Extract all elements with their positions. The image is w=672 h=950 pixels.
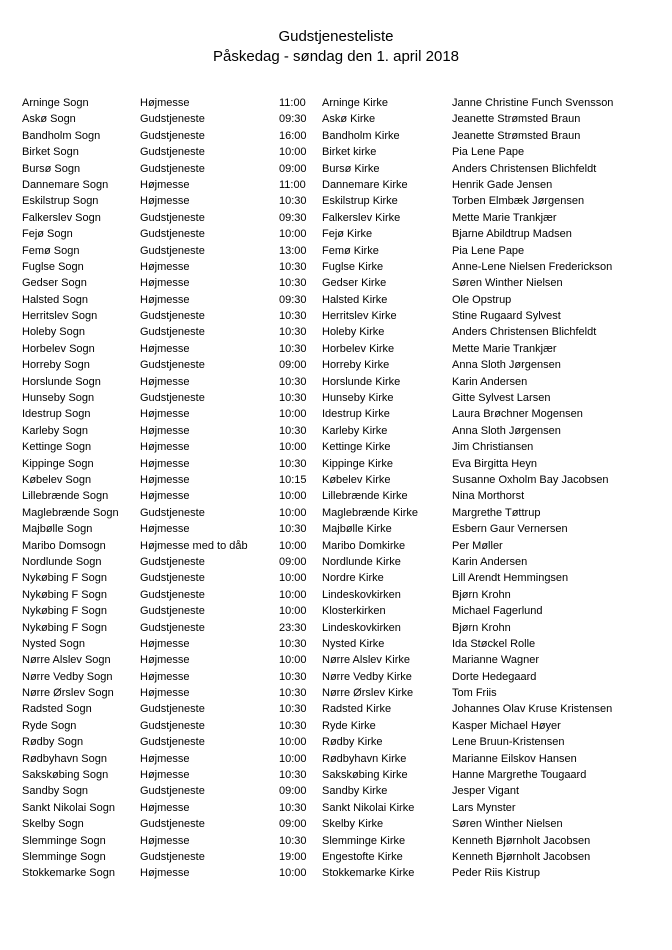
service-type: Gudstjeneste xyxy=(140,244,205,257)
service-time: 09:00 xyxy=(279,785,307,798)
parish-name: Nørre Ørslev Sogn xyxy=(22,687,114,700)
pastor-name: Søren Winther Nielsen xyxy=(452,818,563,831)
pastor-name: Kasper Michael Høyer xyxy=(452,719,561,732)
service-time: 10:30 xyxy=(279,523,307,536)
list-item xyxy=(22,456,662,472)
church-name: Lindeskovkirken xyxy=(322,621,401,634)
service-time: 16:00 xyxy=(279,129,307,142)
pastor-name: Anna Sloth Jørgensen xyxy=(452,424,561,437)
service-time: 11:00 xyxy=(279,97,306,109)
church-name: Rødby Kirke xyxy=(322,736,383,749)
service-time: 10:00 xyxy=(279,752,307,765)
service-time: 10:30 xyxy=(279,834,307,847)
service-time: 10:30 xyxy=(279,719,307,732)
parish-name: Horbelev Sogn xyxy=(22,342,95,355)
service-time: 09:00 xyxy=(279,555,307,568)
list-item xyxy=(22,128,662,144)
pastor-name: Dorte Hedegaard xyxy=(452,670,537,683)
list-item xyxy=(22,800,662,816)
parish-name: Gedser Sogn xyxy=(22,277,87,290)
service-time: 10:00 xyxy=(279,572,307,585)
list-item xyxy=(22,144,662,160)
pastor-name: Kenneth Bjørnholt Jacobsen xyxy=(452,834,591,847)
church-name: Askø Kirke xyxy=(322,113,376,126)
service-type: Højmesse xyxy=(140,752,190,765)
service-type: Gudstjeneste xyxy=(140,146,205,159)
service-time: 10:00 xyxy=(279,441,307,454)
service-type: Højmesse xyxy=(140,687,190,700)
parish-name: Fuglse Sogn xyxy=(22,260,84,273)
list-item xyxy=(22,751,662,767)
service-time: 09:30 xyxy=(279,211,307,224)
list-item xyxy=(22,865,662,881)
pastor-name: Lill Arendt Hemmingsen xyxy=(452,572,569,585)
parish-name: Nykøbing F Sogn xyxy=(22,621,107,634)
pastor-name: Marianne Eilskov Hansen xyxy=(452,752,577,765)
pastor-name: Anders Christensen Blichfeldt xyxy=(452,162,597,175)
church-name: Fejø Kirke xyxy=(322,228,373,241)
list-item xyxy=(22,685,662,701)
service-time: 13:00 xyxy=(279,244,307,257)
pastor-name: Laura Brøchner Mogensen xyxy=(452,408,583,421)
church-name: Nordlunde Kirke xyxy=(322,555,401,568)
church-name: Horreby Kirke xyxy=(322,359,390,372)
pastor-name: Anne-Lene Nielsen Frederickson xyxy=(452,260,613,273)
service-type: Gudstjeneste xyxy=(140,392,205,405)
parish-name: Sandby Sogn xyxy=(22,785,89,798)
parish-name: Nysted Sogn xyxy=(22,637,85,650)
parish-name: Slemminge Sogn xyxy=(22,834,106,847)
service-type: Højmesse xyxy=(140,801,190,814)
service-time: 09:30 xyxy=(279,113,307,126)
church-name: Købelev Kirke xyxy=(322,473,391,486)
service-type: Gudstjeneste xyxy=(140,719,205,732)
service-type: Højmesse xyxy=(140,375,190,388)
parish-name: Sakskøbing Sogn xyxy=(22,769,109,782)
list-item xyxy=(22,472,662,488)
church-name: Bandholm Kirke xyxy=(322,129,400,142)
pastor-name: Eva Birgitta Heyn xyxy=(452,457,537,470)
pastor-name: Johannes Olav Kruse Kristensen xyxy=(452,703,613,716)
parish-name: Købelev Sogn xyxy=(22,473,92,486)
service-type: Højmesse xyxy=(140,277,190,290)
service-time: 09:30 xyxy=(279,293,307,306)
service-type: Højmesse xyxy=(140,867,190,880)
parish-name: Skelby Sogn xyxy=(22,818,84,831)
list-item xyxy=(22,521,662,537)
parish-name: Kippinge Sogn xyxy=(22,457,94,470)
parish-name: Halsted Sogn xyxy=(22,293,89,306)
parish-name: Nykøbing F Sogn xyxy=(22,605,107,618)
church-name: Lindeskovkirken xyxy=(322,588,401,601)
list-item xyxy=(22,603,662,619)
service-time: 10:30 xyxy=(279,260,307,273)
service-time: 10:30 xyxy=(279,687,307,700)
church-name: Maribo Domkirke xyxy=(322,539,406,552)
church-name: Nørre Ørslev Kirke xyxy=(322,687,414,700)
service-type: Gudstjeneste xyxy=(140,326,205,339)
service-type: Gudstjeneste xyxy=(140,555,205,568)
church-name: Sankt Nikolai Kirke xyxy=(322,801,415,814)
service-type: Gudstjeneste xyxy=(140,129,205,142)
pastor-name: Esbern Gaur Vernersen xyxy=(452,523,568,536)
pastor-name: Gitte Sylvest Larsen xyxy=(452,392,551,405)
list-item xyxy=(22,111,662,127)
service-type: Højmesse xyxy=(140,670,190,683)
service-time: 10:30 xyxy=(279,326,307,339)
service-time: 10:30 xyxy=(279,769,307,782)
service-type: Gudstjeneste xyxy=(140,359,205,372)
parish-name: Bandholm Sogn xyxy=(22,129,101,142)
service-type: Højmesse xyxy=(140,490,190,503)
service-type: Højmesse xyxy=(140,523,190,536)
pastor-name: Susanne Oxholm Bay Jacobsen xyxy=(452,473,609,486)
parish-name: Maribo Domsogn xyxy=(22,539,106,552)
pastor-name: Ida Støckel Rolle xyxy=(452,637,536,650)
service-time: 10:00 xyxy=(279,867,307,880)
parish-name: Horreby Sogn xyxy=(22,359,90,372)
service-time: 23:30 xyxy=(279,621,307,634)
pastor-name: Lars Mynster xyxy=(452,801,516,814)
service-time: 10:30 xyxy=(279,277,307,290)
service-type: Gudstjeneste xyxy=(140,162,205,175)
service-time: 09:00 xyxy=(279,359,307,372)
parish-name: Askø Sogn xyxy=(22,113,76,126)
service-time: 10:15 xyxy=(279,473,307,486)
list-item xyxy=(22,374,662,390)
service-type: Højmesse xyxy=(140,424,190,437)
list-item xyxy=(22,816,662,832)
parish-name: Slemminge Sogn xyxy=(22,850,106,863)
church-name: Idestrup Kirke xyxy=(322,408,390,421)
pastor-name: Anders Christensen Blichfeldt xyxy=(452,326,597,339)
service-time: 10:30 xyxy=(279,637,307,650)
parish-name: Nykøbing F Sogn xyxy=(22,588,107,601)
parish-name: Femø Sogn xyxy=(22,244,80,257)
service-type: Højmesse xyxy=(140,441,190,454)
pastor-name: Torben Elmbæk Jørgensen xyxy=(452,195,585,208)
church-name: Herritslev Kirke xyxy=(322,310,397,323)
parish-name: Dannemare Sogn xyxy=(22,178,109,191)
pastor-name: Lene Bruun-Kristensen xyxy=(452,736,565,749)
list-item xyxy=(22,324,662,340)
pastor-name: Janne Christine Funch Svensson xyxy=(452,97,614,109)
service-time: 10:30 xyxy=(279,424,307,437)
service-time: 10:00 xyxy=(279,408,307,421)
parish-name: Kettinge Sogn xyxy=(22,441,92,454)
pastor-name: Søren Winther Nielsen xyxy=(452,277,563,290)
list-item xyxy=(22,554,662,570)
church-name: Dannemare Kirke xyxy=(322,178,408,191)
pastor-name: Mette Marie Trankjær xyxy=(452,211,557,224)
list-item xyxy=(22,849,662,865)
list-item xyxy=(22,734,662,750)
service-type: Gudstjeneste xyxy=(140,736,205,749)
church-name: Kettinge Kirke xyxy=(322,441,391,454)
list-item xyxy=(22,833,662,849)
list-item xyxy=(22,210,662,226)
service-time: 10:30 xyxy=(279,375,307,388)
service-time: 10:30 xyxy=(279,392,307,405)
service-type: Højmesse xyxy=(140,293,190,306)
church-name: Gedser Kirke xyxy=(322,277,387,290)
pastor-name: Ole Opstrup xyxy=(452,293,512,306)
pastor-name: Per Møller xyxy=(452,539,503,552)
service-type: Højmesse xyxy=(140,473,190,486)
service-type: Gudstjeneste xyxy=(140,621,205,634)
list-item xyxy=(22,177,662,193)
pastor-name: Anna Sloth Jørgensen xyxy=(452,359,561,372)
church-name: Rødbyhavn Kirke xyxy=(322,752,407,765)
service-type: Højmesse xyxy=(140,342,190,355)
list-item xyxy=(22,669,662,685)
parish-name: Nørre Vedby Sogn xyxy=(22,670,113,683)
pastor-name: Michael Fagerlund xyxy=(452,605,543,618)
pastor-name: Peder Riis Kistrup xyxy=(452,867,541,880)
church-name: Holeby Kirke xyxy=(322,326,385,339)
parish-name: Eskilstrup Sogn xyxy=(22,195,99,208)
service-time: 10:30 xyxy=(279,703,307,716)
church-name: Nørre Alslev Kirke xyxy=(322,654,411,667)
service-type: Højmesse xyxy=(140,654,190,667)
church-name: Halsted Kirke xyxy=(322,293,388,306)
church-name: Karleby Kirke xyxy=(322,424,388,437)
service-time: 10:30 xyxy=(279,457,307,470)
parish-name: Ryde Sogn xyxy=(22,719,77,732)
church-name: Birket kirke xyxy=(322,146,377,159)
church-name: Radsted Kirke xyxy=(322,703,392,716)
service-type: Højmesse xyxy=(140,97,190,109)
parish-name: Rødby Sogn xyxy=(22,736,84,749)
church-name: Maglebrænde Kirke xyxy=(322,506,418,519)
church-name: Hunseby Kirke xyxy=(322,392,394,405)
parish-name: Horslunde Sogn xyxy=(22,375,101,388)
list-item xyxy=(22,767,662,783)
pastor-name: Margrethe Tøttrup xyxy=(452,506,541,519)
document-subtitle: Påskedag - søndag den 1. april 2018 xyxy=(213,48,459,65)
service-type: Højmesse xyxy=(140,769,190,782)
list-item xyxy=(22,95,662,111)
list-item xyxy=(22,226,662,242)
parish-name: Majbølle Sogn xyxy=(22,523,93,536)
service-type: Gudstjeneste xyxy=(140,310,205,323)
church-name: Kippinge Kirke xyxy=(322,457,393,470)
list-item xyxy=(22,701,662,717)
service-type: Højmesse xyxy=(140,178,190,191)
pastor-name: Karin Andersen xyxy=(452,555,528,568)
church-name: Femø Kirke xyxy=(322,244,379,257)
church-name: Ryde Kirke xyxy=(322,719,376,732)
pastor-name: Jim Christiansen xyxy=(452,441,534,454)
church-name: Fuglse Kirke xyxy=(322,260,384,273)
document-title: Gudstjenesteliste xyxy=(278,28,394,45)
parish-name: Arninge Sogn xyxy=(22,97,89,109)
church-name: Engestofte Kirke xyxy=(322,850,403,863)
pastor-name: Kenneth Bjørnholt Jacobsen xyxy=(452,850,591,863)
church-name: Arninge Kirke xyxy=(322,97,389,109)
parish-name: Idestrup Sogn xyxy=(22,408,91,421)
parish-name: Rødbyhavn Sogn xyxy=(22,752,107,765)
service-type: Højmesse med to dåb xyxy=(140,539,248,552)
pastor-name: Jeanette Strømsted Braun xyxy=(452,113,581,126)
parish-name: Herritslev Sogn xyxy=(22,310,98,323)
list-item xyxy=(22,292,662,308)
parish-name: Lillebrænde Sogn xyxy=(22,490,109,503)
service-type: Gudstjeneste xyxy=(140,588,205,601)
service-time: 09:00 xyxy=(279,162,307,175)
service-type: Gudstjeneste xyxy=(140,228,205,241)
parish-name: Nørre Alslev Sogn xyxy=(22,654,111,667)
service-time: 10:30 xyxy=(279,195,307,208)
pastor-name: Jesper Vigant xyxy=(452,785,520,798)
service-type: Gudstjeneste xyxy=(140,572,205,585)
service-time: 10:00 xyxy=(279,228,307,241)
parish-name: Hunseby Sogn xyxy=(22,392,95,405)
pastor-name: Marianne Wagner xyxy=(452,654,540,667)
parish-name: Stokkemarke Sogn xyxy=(22,867,115,880)
list-item xyxy=(22,783,662,799)
service-time: 10:30 xyxy=(279,801,307,814)
service-type: Højmesse xyxy=(140,408,190,421)
pastor-name: Stine Rugaard Sylvest xyxy=(452,310,561,323)
list-item xyxy=(22,161,662,177)
service-time: 11:00 xyxy=(279,178,306,191)
parish-name: Nordlunde Sogn xyxy=(22,555,102,568)
parish-name: Radsted Sogn xyxy=(22,703,92,716)
service-type: Gudstjeneste xyxy=(140,211,205,224)
church-name: Skelby Kirke xyxy=(322,818,384,831)
list-item xyxy=(22,423,662,439)
service-type: Gudstjeneste xyxy=(140,113,205,126)
service-time: 10:00 xyxy=(279,146,307,159)
list-item xyxy=(22,406,662,422)
list-item xyxy=(22,193,662,209)
service-time: 10:30 xyxy=(279,670,307,683)
list-item xyxy=(22,505,662,521)
church-name: Falkerslev Kirke xyxy=(322,211,401,224)
list-item xyxy=(22,390,662,406)
pastor-name: Nina Morthorst xyxy=(452,490,525,503)
church-name: Slemminge Kirke xyxy=(322,834,406,847)
service-time: 10:00 xyxy=(279,490,307,503)
service-time: 10:00 xyxy=(279,654,307,667)
church-name: Sakskøbing Kirke xyxy=(322,769,408,782)
list-item xyxy=(22,652,662,668)
church-name: Stokkemarke Kirke xyxy=(322,867,415,880)
church-name: Majbølle Kirke xyxy=(322,523,392,536)
parish-name: Fejø Sogn xyxy=(22,228,73,241)
pastor-name: Karin Andersen xyxy=(452,375,528,388)
service-type: Gudstjeneste xyxy=(140,785,205,798)
service-time: 10:00 xyxy=(279,539,307,552)
parish-name: Sankt Nikolai Sogn xyxy=(22,801,115,814)
pastor-name: Henrik Gade Jensen xyxy=(452,178,553,191)
pastor-name: Bjørn Krohn xyxy=(452,621,511,634)
service-type: Gudstjeneste xyxy=(140,850,205,863)
list-item xyxy=(22,243,662,259)
service-time: 10:00 xyxy=(279,506,307,519)
list-item xyxy=(22,587,662,603)
service-type: Højmesse xyxy=(140,457,190,470)
list-item xyxy=(22,357,662,373)
service-time: 10:00 xyxy=(279,736,307,749)
service-type: Gudstjeneste xyxy=(140,703,205,716)
service-time: 10:00 xyxy=(279,605,307,618)
church-name: Nysted Kirke xyxy=(322,637,385,650)
parish-name: Karleby Sogn xyxy=(22,424,89,437)
church-name: Horbelev Kirke xyxy=(322,342,395,355)
parish-name: Birket Sogn xyxy=(22,146,79,159)
list-item xyxy=(22,275,662,291)
parish-name: Holeby Sogn xyxy=(22,326,85,339)
parish-name: Maglebrænde Sogn xyxy=(22,506,119,519)
service-type: Højmesse xyxy=(140,260,190,273)
parish-name: Falkerslev Sogn xyxy=(22,211,101,224)
list-item xyxy=(22,488,662,504)
list-item xyxy=(22,439,662,455)
list-item xyxy=(22,636,662,652)
church-name: Bursø Kirke xyxy=(322,162,380,175)
list-item xyxy=(22,538,662,554)
list-item xyxy=(22,570,662,586)
service-type: Gudstjeneste xyxy=(140,818,205,831)
service-time: 10:00 xyxy=(279,588,307,601)
pastor-name: Mette Marie Trankjær xyxy=(452,342,557,355)
service-list xyxy=(22,95,662,882)
service-time: 10:30 xyxy=(279,310,307,323)
church-name: Klosterkirken xyxy=(322,605,386,618)
church-name: Lillebrænde Kirke xyxy=(322,490,408,503)
list-item xyxy=(22,620,662,636)
service-type: Højmesse xyxy=(140,637,190,650)
service-time: 19:00 xyxy=(279,850,307,863)
service-time: 10:30 xyxy=(279,342,307,355)
list-item xyxy=(22,259,662,275)
church-name: Nørre Vedby Kirke xyxy=(322,670,412,683)
church-name: Horslunde Kirke xyxy=(322,375,401,388)
pastor-name: Pia Lene Pape xyxy=(452,146,525,159)
church-name: Nordre Kirke xyxy=(322,572,384,585)
service-type: Højmesse xyxy=(140,195,190,208)
pastor-name: Bjarne Abildtrup Madsen xyxy=(452,228,572,241)
list-item xyxy=(22,341,662,357)
pastor-name: Jeanette Strømsted Braun xyxy=(452,129,581,142)
service-type: Gudstjeneste xyxy=(140,605,205,618)
pastor-name: Bjørn Krohn xyxy=(452,588,511,601)
service-type: Højmesse xyxy=(140,834,190,847)
church-name: Sandby Kirke xyxy=(322,785,388,798)
pastor-name: Tom Friis xyxy=(452,687,497,700)
service-time: 09:00 xyxy=(279,818,307,831)
list-item xyxy=(22,308,662,324)
pastor-name: Pia Lene Pape xyxy=(452,244,525,257)
pastor-name: Hanne Margrethe Tougaard xyxy=(452,769,587,782)
church-name: Eskilstrup Kirke xyxy=(322,195,398,208)
service-type: Gudstjeneste xyxy=(140,506,205,519)
parish-name: Nykøbing F Sogn xyxy=(22,572,107,585)
parish-name: Bursø Sogn xyxy=(22,162,81,175)
list-item xyxy=(22,718,662,734)
